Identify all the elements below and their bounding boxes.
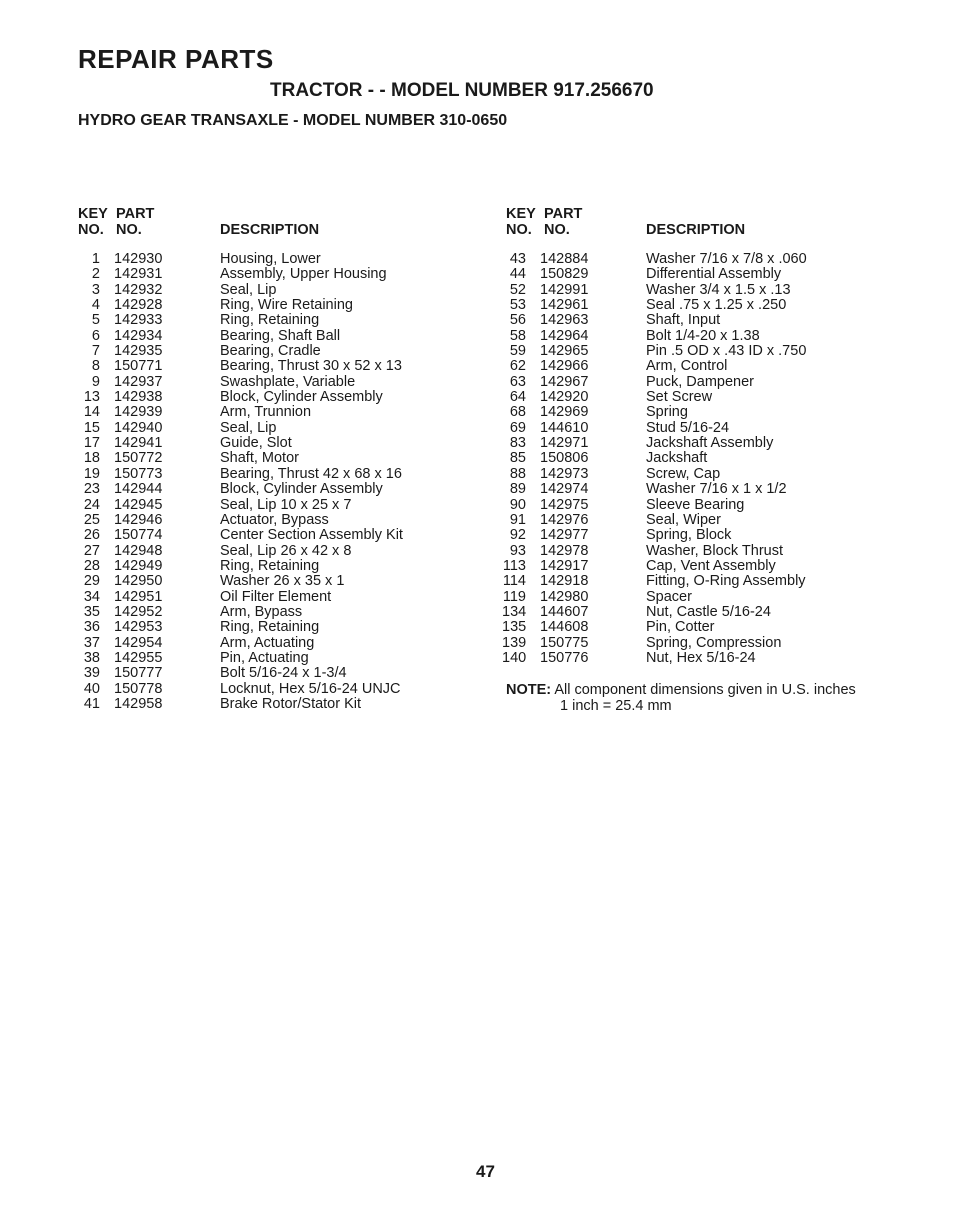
key-number: 56 <box>509 312 526 329</box>
key-number: 140 <box>502 649 527 666</box>
part-number: 142934 <box>114 327 163 344</box>
part-number: 142976 <box>540 511 589 528</box>
key-header-line1: KEY <box>78 206 108 222</box>
page-number: 47 <box>476 1162 495 1181</box>
part-number: 150776 <box>540 649 589 666</box>
key-number: 43 <box>509 251 526 267</box>
key-number: 29 <box>83 573 100 590</box>
part-description: Seal, Wiper <box>646 511 721 528</box>
key-number: 7 <box>91 343 100 360</box>
part-description: Brake Rotor/Stator Kit <box>220 695 362 712</box>
part-number: 142980 <box>540 588 589 605</box>
part-description: Spring <box>646 404 688 421</box>
key-number: 23 <box>83 481 100 498</box>
part-description: Bearing, Shaft Ball <box>220 327 341 344</box>
part-description: Spacer <box>646 588 692 605</box>
part-description: Set Screw <box>646 389 713 406</box>
key-number: 4 <box>91 297 100 314</box>
part-description: Stud 5/16-24 <box>646 419 730 436</box>
part-number: 142953 <box>114 619 163 636</box>
part-number: 142977 <box>540 527 589 544</box>
key-number: 27 <box>83 542 100 559</box>
key-number: 9 <box>91 373 100 390</box>
part-number: 150774 <box>114 527 163 544</box>
key-number: 8 <box>91 358 100 375</box>
part-description: Center Section Assembly Kit <box>220 527 403 544</box>
part-number: 142971 <box>540 435 589 452</box>
part-description: Bolt 1/4-20 x 1.38 <box>646 327 760 344</box>
key-number: 26 <box>83 527 100 544</box>
key-number: 114 <box>502 573 526 590</box>
key-number: 91 <box>509 511 526 528</box>
part-number: 142965 <box>540 343 589 360</box>
part-number: 142955 <box>114 649 163 666</box>
key-number: 64 <box>509 389 526 406</box>
key-number: 58 <box>509 327 526 344</box>
part-description: Bearing, Thrust 42 x 68 x 16 <box>220 465 402 482</box>
part-number: 150777 <box>114 665 163 682</box>
key-number: 62 <box>509 358 526 375</box>
part-number: 150778 <box>114 680 163 697</box>
part-number: 142939 <box>114 404 163 421</box>
part-description: Housing, Lower <box>220 251 321 267</box>
part-description: Seal, Lip 26 x 42 x 8 <box>220 542 352 559</box>
part-description: Washer 7/16 x 1 x 1/2 <box>646 481 787 498</box>
key-number: 53 <box>509 297 526 314</box>
part-number: 142964 <box>540 327 589 344</box>
key-number: 40 <box>83 680 100 697</box>
key-number: 113 <box>502 557 526 574</box>
key-number: 69 <box>509 419 526 436</box>
note-label: NOTE: <box>506 682 552 698</box>
part-description: Locknut, Hex 5/16-24 UNJC <box>220 680 401 697</box>
part-number: 144608 <box>540 619 589 636</box>
part-header-line1: PART <box>116 206 155 222</box>
part-number: 142948 <box>114 542 163 559</box>
part-number: 150772 <box>114 450 163 467</box>
part-number: 142917 <box>540 557 589 574</box>
part-description: Bearing, Cradle <box>220 343 321 360</box>
part-number: 142918 <box>540 573 589 590</box>
key-number: 28 <box>83 557 100 574</box>
part-number: 144610 <box>540 419 589 436</box>
key-number: 85 <box>509 450 526 467</box>
key-number: 39 <box>83 665 100 682</box>
description-header: DESCRIPTION <box>220 222 320 238</box>
part-description: Sleeve Bearing <box>646 496 745 513</box>
key-number: 44 <box>509 266 526 283</box>
part-number: 142933 <box>114 312 163 329</box>
part-description: Oil Filter Element <box>220 588 332 605</box>
key-number: 68 <box>509 404 526 421</box>
key-number: 38 <box>83 649 100 666</box>
part-number: 142937 <box>114 373 163 390</box>
part-description: Actuator, Bypass <box>220 511 329 528</box>
part-number: 142940 <box>114 419 163 436</box>
part-number: 142938 <box>114 389 163 406</box>
part-description: Spring, Block <box>646 527 732 544</box>
part-number: 142920 <box>540 389 589 406</box>
part-number: 150775 <box>540 634 589 651</box>
part-number: 142973 <box>540 465 589 482</box>
part-number: 144607 <box>540 603 589 620</box>
key-number: 88 <box>509 465 526 482</box>
part-description: Ring, Retaining <box>220 619 320 636</box>
key-number: 13 <box>83 389 100 406</box>
key-number: 35 <box>83 603 100 620</box>
part-number: 150806 <box>540 450 589 467</box>
key-number: 119 <box>502 588 526 605</box>
part-number: 142946 <box>114 511 163 528</box>
tractor-model-heading: TRACTOR - - MODEL NUMBER 917.256670 <box>270 80 654 101</box>
key-number: 25 <box>83 511 100 528</box>
part-number: 142963 <box>540 312 589 329</box>
key-number: 37 <box>83 634 100 651</box>
part-number: 142935 <box>114 343 163 360</box>
part-description: Spring, Compression <box>646 634 782 651</box>
key-number: 3 <box>91 281 100 298</box>
key-number: 89 <box>509 481 526 498</box>
part-number: 142932 <box>114 281 163 298</box>
key-number: 2 <box>91 266 100 283</box>
part-description: Washer 26 x 35 x 1 <box>220 573 345 590</box>
key-header-line2: NO. <box>506 222 532 238</box>
part-description: Washer 7/16 x 7/8 x .060 <box>646 251 807 267</box>
key-number: 135 <box>502 619 527 636</box>
part-number: 142978 <box>540 542 589 559</box>
part-description: Arm, Control <box>646 358 728 375</box>
key-number: 83 <box>509 435 526 452</box>
key-number: 19 <box>83 465 100 482</box>
part-description: Fitting, O-Ring Assembly <box>646 573 806 590</box>
part-number: 142930 <box>114 251 163 267</box>
part-number: 142941 <box>114 435 163 452</box>
part-description: Block, Cylinder Assembly <box>220 389 383 406</box>
part-number: 142961 <box>540 297 589 314</box>
part-number: 142974 <box>540 481 589 498</box>
part-number: 142975 <box>540 496 589 513</box>
part-number: 142949 <box>114 557 163 574</box>
part-header-line1: PART <box>544 206 583 222</box>
key-number: 90 <box>509 496 526 513</box>
part-number: 150829 <box>540 266 589 283</box>
part-description: Block, Cylinder Assembly <box>220 481 383 498</box>
part-number: 150771 <box>114 358 163 375</box>
part-description: Ring, Retaining <box>220 312 320 329</box>
part-number: 142931 <box>114 266 163 283</box>
part-description: Jackshaft Assembly <box>646 435 774 452</box>
part-number: 142928 <box>114 297 163 314</box>
part-description: Screw, Cap <box>646 465 721 482</box>
part-description: Seal, Lip <box>220 281 277 298</box>
part-number: 142945 <box>114 496 163 513</box>
key-number: 36 <box>83 619 100 636</box>
part-description: Seal, Lip 10 x 25 x 7 <box>220 496 352 513</box>
part-description: Jackshaft <box>646 450 708 467</box>
part-number: 142969 <box>540 404 589 421</box>
part-number: 142884 <box>540 251 589 267</box>
key-number: 34 <box>83 588 100 605</box>
part-description: Ring, Wire Retaining <box>220 297 353 314</box>
key-number: 41 <box>83 695 100 712</box>
part-description: Seal .75 x 1.25 x .250 <box>646 297 787 314</box>
part-number: 142967 <box>540 373 589 390</box>
key-number: 5 <box>91 312 100 329</box>
part-number: 142950 <box>114 573 163 590</box>
part-description: Pin, Actuating <box>220 649 309 666</box>
note-text: All component dimensions given in U.S. inches <box>554 682 856 698</box>
part-number: 142952 <box>114 603 163 620</box>
key-number: 18 <box>83 450 100 467</box>
key-number: 24 <box>83 496 100 513</box>
key-number: 92 <box>509 527 526 544</box>
key-number: 93 <box>509 542 526 559</box>
note-conversion: 1 inch = 25.4 mm <box>560 698 672 714</box>
part-header-line2: NO. <box>116 222 142 238</box>
part-description: Swashplate, Variable <box>220 373 356 390</box>
part-description: Guide, Slot <box>220 435 292 452</box>
part-description: Assembly, Upper Housing <box>220 266 387 283</box>
key-number: 15 <box>83 419 100 436</box>
part-description: Ring, Retaining <box>220 557 320 574</box>
part-number: 142951 <box>114 588 163 605</box>
part-description: Washer 3/4 x 1.5 x .13 <box>646 281 791 298</box>
key-header-line1: KEY <box>506 206 536 222</box>
part-description: Nut, Castle 5/16-24 <box>646 603 771 620</box>
part-description: Puck, Dampener <box>646 373 754 390</box>
part-description: Bearing, Thrust 30 x 52 x 13 <box>220 358 402 375</box>
part-description: Bolt 5/16-24 x 1-3/4 <box>220 665 347 682</box>
key-number: 14 <box>83 404 100 421</box>
description-header: DESCRIPTION <box>646 222 746 238</box>
part-number: 142991 <box>540 281 589 298</box>
part-description: Shaft, Motor <box>220 450 299 467</box>
part-description: Cap, Vent Assembly <box>646 557 776 574</box>
part-number: 142954 <box>114 634 163 651</box>
part-description: Pin .5 OD x .43 ID x .750 <box>646 343 807 360</box>
part-description: Shaft, Input <box>646 312 721 329</box>
key-number: 1 <box>91 251 100 267</box>
key-number: 6 <box>91 327 100 344</box>
key-number: 17 <box>83 435 100 452</box>
part-description: Washer, Block Thrust <box>646 542 783 559</box>
part-description: Arm, Actuating <box>220 634 315 651</box>
part-number: 150773 <box>114 465 163 482</box>
key-number: 63 <box>509 373 526 390</box>
part-description: Arm, Trunnion <box>220 404 312 421</box>
part-description: Seal, Lip <box>220 419 277 436</box>
part-description: Arm, Bypass <box>220 603 303 620</box>
part-description: Nut, Hex 5/16-24 <box>646 649 756 666</box>
key-number: 139 <box>502 634 527 651</box>
part-description: Differential Assembly <box>646 266 782 283</box>
key-number: 134 <box>502 603 527 620</box>
part-description: Pin, Cotter <box>646 619 715 636</box>
key-number: 52 <box>509 281 526 298</box>
part-number: 142966 <box>540 358 589 375</box>
key-number: 59 <box>509 343 526 360</box>
key-header-line2: NO. <box>78 222 104 238</box>
part-header-line2: NO. <box>544 222 570 238</box>
transaxle-model-heading: HYDRO GEAR TRANSAXLE - MODEL NUMBER 310-0650 <box>78 112 508 129</box>
page-title: REPAIR PARTS <box>78 44 274 74</box>
dimensions-note <box>506 682 856 714</box>
part-number: 142944 <box>114 481 163 498</box>
part-number: 142958 <box>114 695 163 712</box>
